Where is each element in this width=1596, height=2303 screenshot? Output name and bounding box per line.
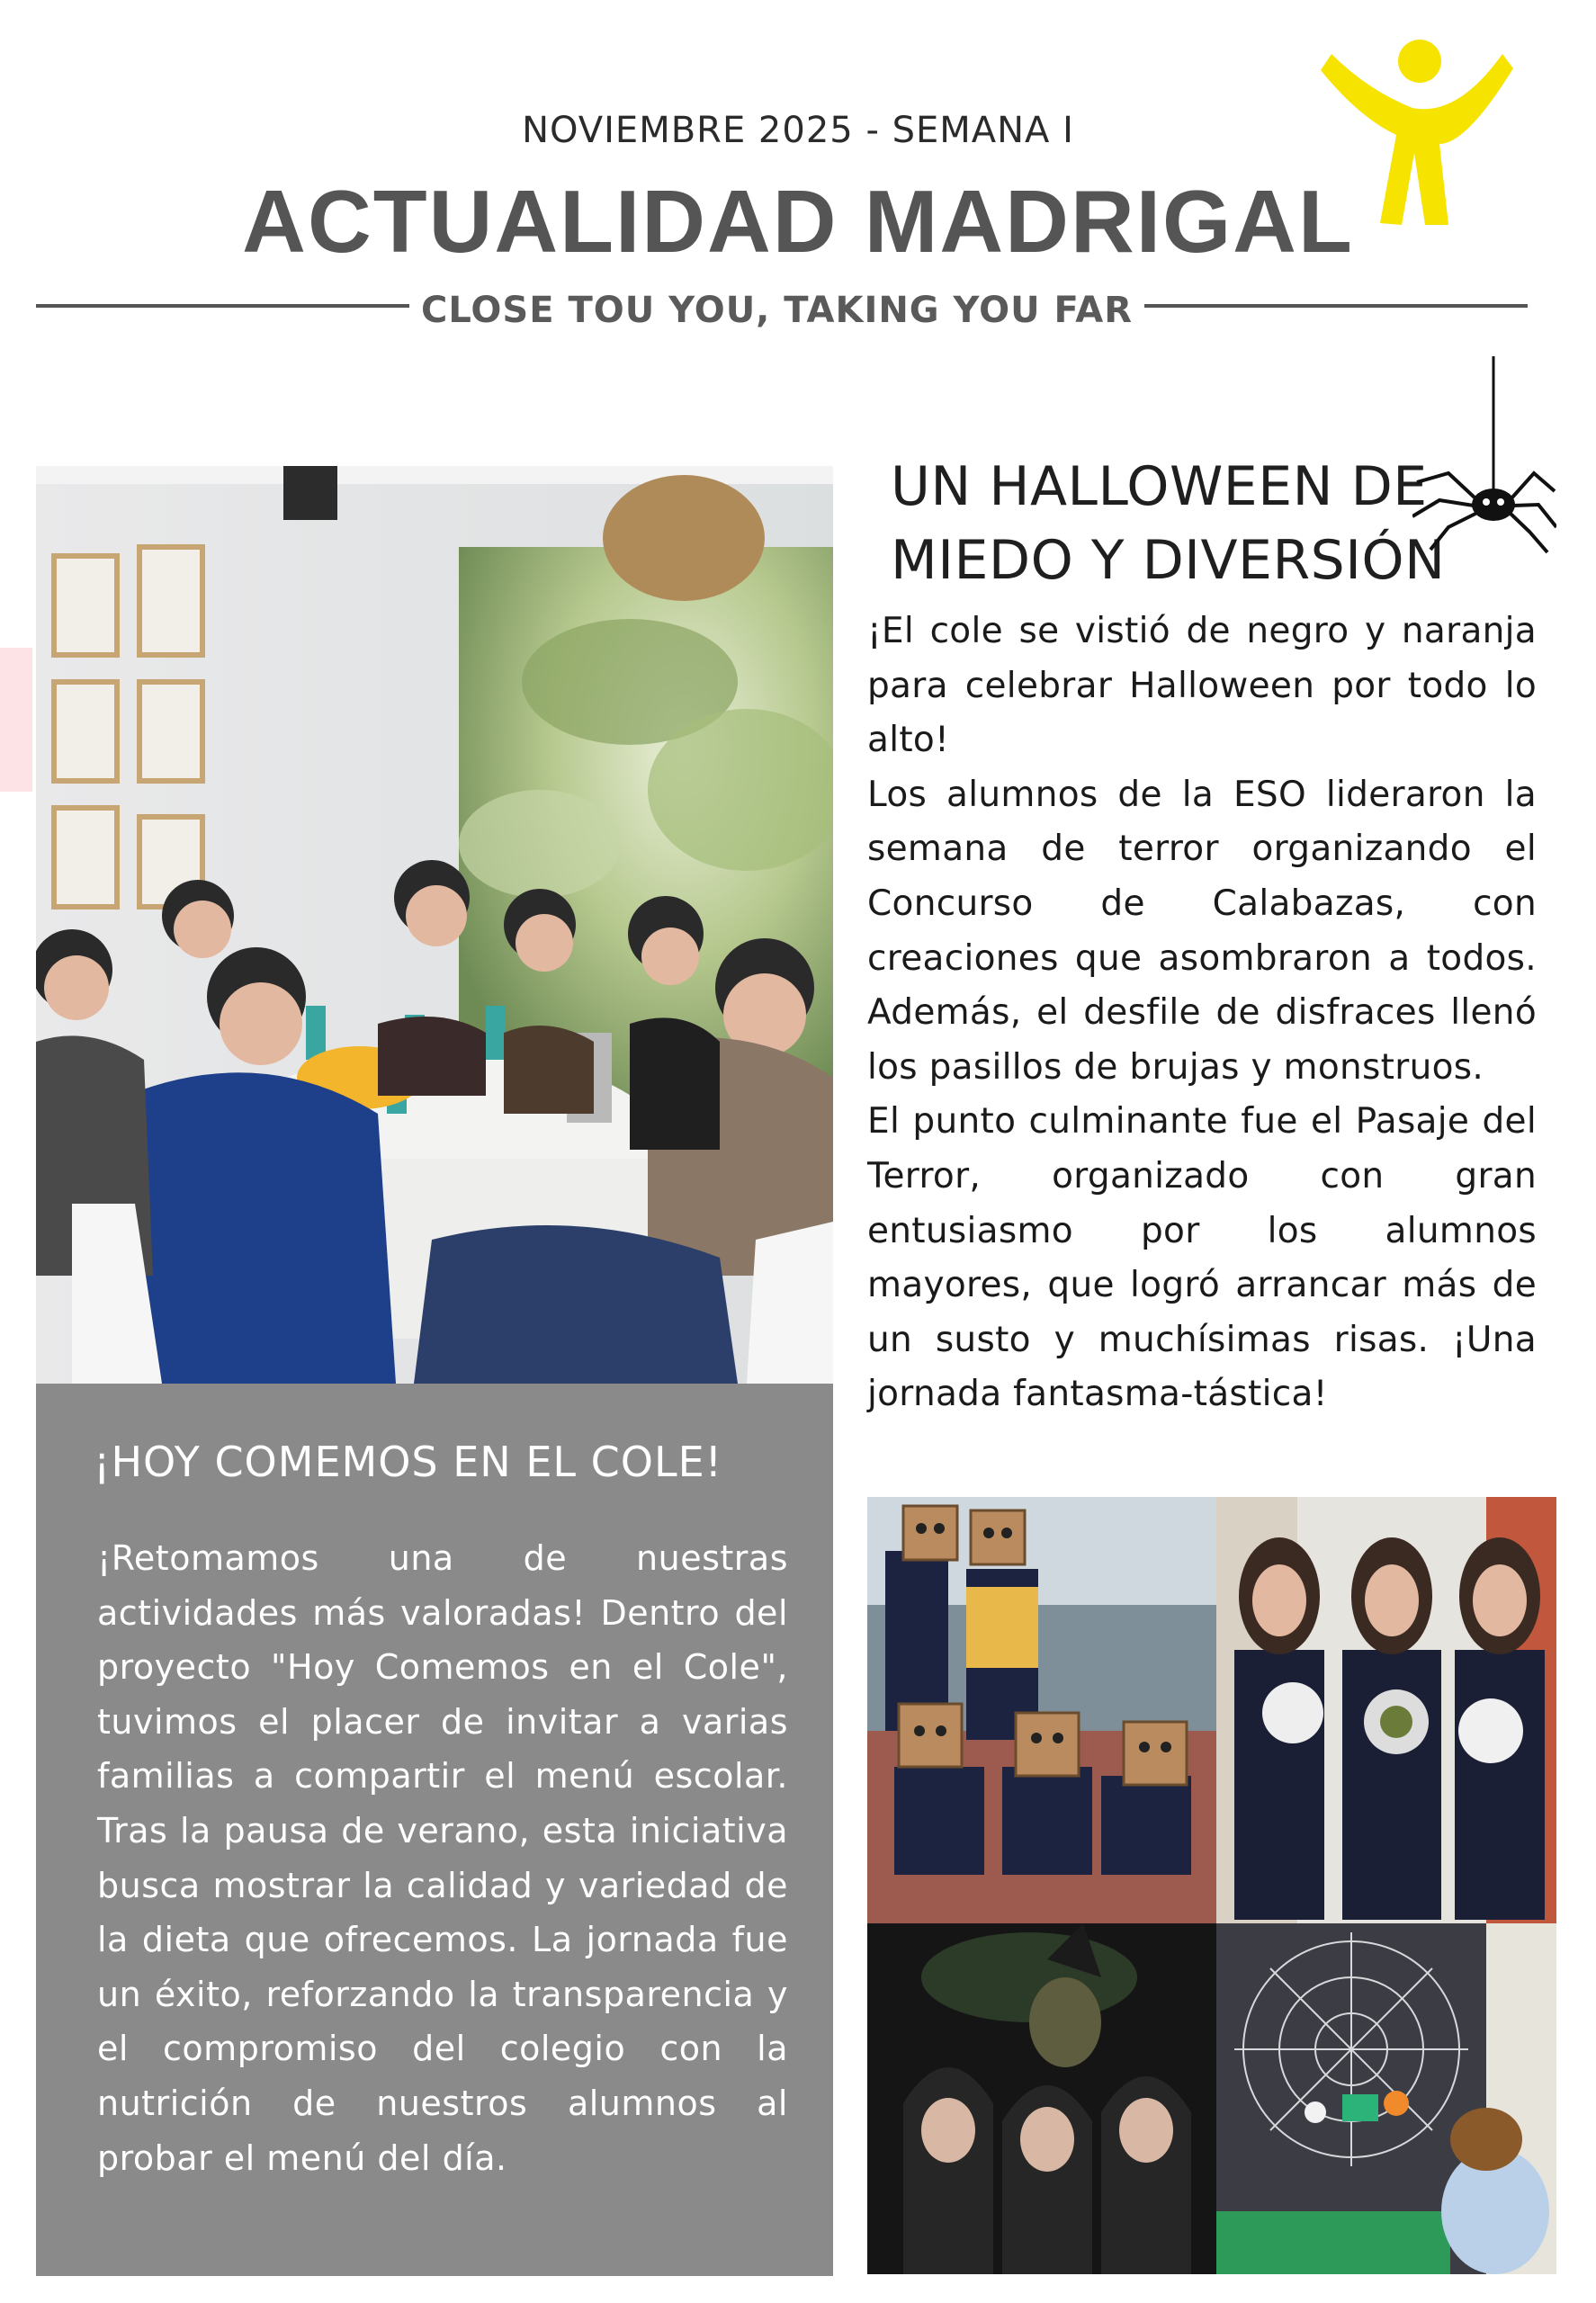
lunch-photo [36, 466, 833, 1384]
decorative-edge [0, 648, 32, 792]
halloween-paragraph: El punto culminante fue el Pasaje del Terror, organizado con gran entusiasmo por los alumnos mayores, que logró arrancar más de un susto y muchísimas risas. ¡Una jornada fantasma-tástica! [867, 1101, 1537, 1415]
tagline: CLOSE TOU YOU, TAKING YOU FAR [420, 290, 1133, 331]
divider-right [1144, 304, 1528, 308]
halloween-paragraph: ¡El cole se vistió de negro y naranja para celebrar Halloween por todo lo alto! [867, 611, 1537, 761]
halloween-title-line2: MIEDO Y DIVERSIÓN [891, 529, 1446, 592]
halloween-title-line1: UN HALLOWEEN DE [891, 455, 1428, 518]
spiderweb-game-photo [1216, 1923, 1556, 2274]
pumpkin-contest-photo [1216, 1497, 1556, 1923]
halloween-paragraph: Los alumnos de la ESO lideraron la semana de terror organizando el Concurso de Calabazas, con creaciones que asombraron a todos. Además, el desfile de disfraces llenó los pasillos de brujas y monstruos. [867, 774, 1537, 1088]
spider-icon [1412, 356, 1556, 554]
divider-left [36, 304, 409, 308]
masthead-title: ACTUALIDAD MADRIGAL [242, 172, 1354, 271]
pumpkin-mask-photo [867, 1497, 1216, 1923]
lunch-article-body: ¡Retomamos una de nuestras actividades más valoradas! Dentro del proyecto "Hoy Comemos en el Cole", tuvimos el placer de invitar a varias familias a compartir el menú escolar. Tras la pausa de verano, esta iniciativa busca mostrar la calidad y variedad de la dieta que ofrecemos. La jornada fue un éxito, reforzando la transparencia y el compromiso del colegio con la nutrición de nuestros alumnos al probar el menú del día. [97, 1538, 788, 2178]
witches-costume-photo [867, 1923, 1216, 2274]
halloween-article-body [867, 605, 1537, 1422]
halloween-article-title [891, 450, 1466, 597]
lunch-article-title: ¡HOY COMEMOS EN EL COLE! [94, 1438, 723, 1486]
issue-line: NOVIEMBRE 2025 - SEMANA I [522, 110, 1074, 151]
